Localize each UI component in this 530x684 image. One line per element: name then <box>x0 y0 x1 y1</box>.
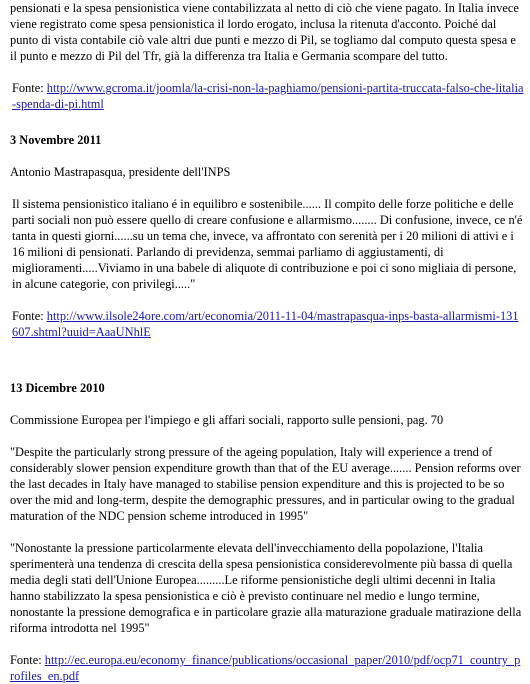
intro-paragraph: pensionati e la spesa pensionistica viene contabilizzata al netto di ciò che viene pagato. In Italia invece viene registrato come spesa pensionistica il lordo erogato, inclusa la ritenuta d'acconto. Poiché dal punto di vista contabile ciò vale altri due punti e mezzo di Pil, se togliamo dal computo questa spesa e il punto e mezzo di Pil del Tfr, già la differenza tra Italia e Germania scompare del tutto. <box>10 1 519 63</box>
entry-source-link-ec[interactable]: http://ec.europa.eu/economy_finance/publications/occasional_paper/2010/pdf/ocp71_country_profiles_en.pdf <box>10 653 521 683</box>
entry-source-link-inps[interactable]: http://www.ilsole24ore.com/art/economia/2011-11-04/mastrapasqua-inps-basta-allarmismi-131607.shtml?uuid=AaaUNhlE <box>12 309 519 339</box>
entry-quote-ec-english: "Despite the particularly strong pressure of the ageing population, Italy will experience a trend of considerably slower pension expenditure growth than that of the EU average....... Pension reforms over the last decades in Italy have managed to stabilise pension expenditure and this is projected to be so over the mid and long-term, despite the demographic pressures, and in particular owing to the gradual maturation of the NDC pension scheme introduced in 1995" <box>10 445 521 523</box>
entry-source-ec <box>10 652 524 684</box>
intro-source <box>10 80 524 112</box>
intro-source-link[interactable]: http://www.gcroma.it/joomla/la-crisi-non-la-paghiamo/pensioni-partita-truccata-falso-che-litalia-spenda-di-pi.html <box>12 81 524 111</box>
entry-source-inps <box>10 308 524 340</box>
source-label: Fonte: <box>10 653 42 667</box>
source-label: Fonte: <box>12 309 44 323</box>
entry-author-inps: Antonio Mastrapasqua, presidente dell'INPS <box>10 165 231 179</box>
entry-author-ec: Commissione Europea per l'impiego e gli affari sociali, rapporto sulle pensioni, pag. 70 <box>10 413 444 427</box>
entry-quote-inps: Il sistema pensionistico italiano é in equilibro e sostenibile...... Il compito delle forze politiche e delle parti sociali non può essere quello di creare confusione e allarmismo........ Di confusione, invece, ce n'é tanta in questi giorni......su un tema che, invece, va affrontato con serenità per i 20 milioni di attivi e i 16 milioni di pensionati. Parlando di previdenza, semmai parliamo di aggiustamenti, di miglioramenti.....Viviamo in una babele di aliquote di contribuzione e poi ci sono migliaia di persone, in alcune categorie, con privilegi....." <box>12 197 523 291</box>
entry-date-2011: 3 Novembre 2011 <box>10 133 102 147</box>
entry-quote-ec-italian: "Nonostante la pressione particolarmente elevata dell'invecchiamento della popolazione, l'Italia sperimenterà una tendenza di crescita della spesa pensionistica considerevolmente più bassa di quella media degli stati dell'Unione Europea.........Le riforme pensionistiche degli ultimi decenni in Italia hanno stabilizzato la spesa pensionistica e ciò è previsto continuare nel medio e lungo termine, nonostante la pressione demografica e in particolare grazie alla maturazione graduale matirazione della riforma introdotta nel 1995" <box>10 541 522 635</box>
entry-date-2010: 13 Dicembre 2010 <box>10 381 105 395</box>
source-label: Fonte: <box>12 81 44 95</box>
